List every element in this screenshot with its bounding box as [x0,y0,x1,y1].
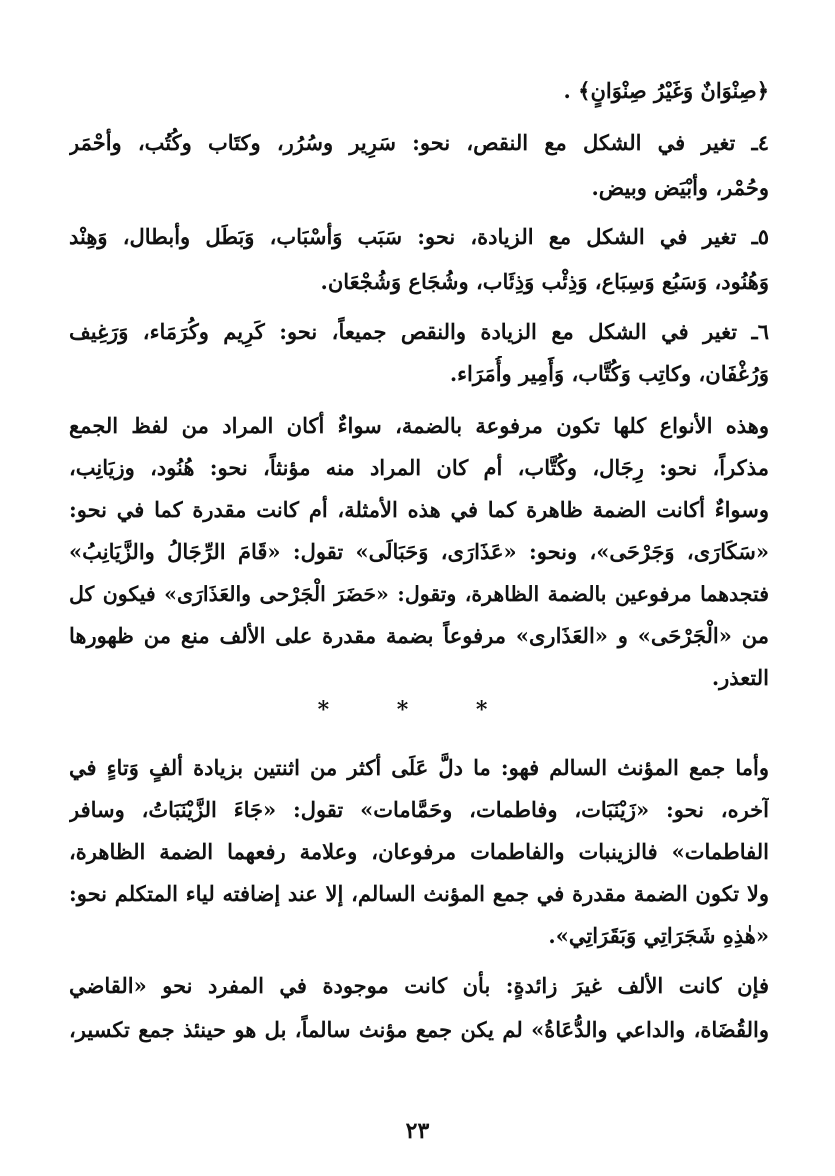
page-number: ٢٣ [405,1118,430,1144]
text-line: آخره، نحو: «زَيْنَبَات، وفاطمات، وحَمَّامات» تقول: «جَاءَ الزَّيْنَبَاتُ، وسافر [69,797,769,822]
text-line: وهذه الأنواع كلها تكون مرفوعة بالضمة، سواءٌ أكان المراد من لفظ الجمع [69,413,769,438]
section-separator: * * * [317,697,518,723]
text-line: ٥ـ تغير في الشكل مع الزيادة، نحو: سَبَب وَأسْبَاب، وَبَطَل وأبطال، وَهِنْد [69,224,769,249]
text-line: الفاطمات» فالزينبات والفاطمات مرفوعان، وعلامة رفعهما الضمة الظاهرة، [69,839,769,864]
text-line: ٤ـ تغير في الشكل مع النقص، نحو: سَرِير وسُرُر، وكتَاب وكُتُب، وأحْمَر [69,130,769,155]
text-line: وأما جمع المؤنث السالم فهو: ما دلَّ عَلَى أكثر من اثنتين بزيادة ألفٍ وَتاءٍ في [69,755,769,780]
text-line: وَرُغْفَان، وكاتِب وَكُتَّاب، وَأَمِير وأُمَرَاء. [449,361,769,386]
text-line: والقُضَاة، والداعي والدُّعَاةُ» لم يكن جمع مؤنث سالماً، بل هو حينئذ جمع تكسير، [69,1017,769,1042]
text-line: وَهُنُود، وَسَبُع وَسِبَاع، وَذِئْب وَذِئَاب، وشُجَاع وَشُجْعَان. [320,269,769,294]
text-line: ولا تكون الضمة مقدرة في جمع المؤنث السالم، إلا عند إضافته لياء المتكلم نحو: [69,881,769,906]
quran-verse-line: ﴿صِنْوَانٌ وَغَيْرُ صِنْوَانٍ﴾ . [563,78,769,103]
text-line: ٦ـ تغير في الشكل مع الزيادة والنقص جميعاً، نحو: كَرِيم وكُرَمَاء، وَرَغِيف [69,319,769,344]
text-line: «هٰذِهِ شَجَرَاتِي وَبَقَرَاتِي». [548,923,769,948]
text-line: وسواءٌ أكانت الضمة ظاهرة كما في هذه الأمثلة، أم كانت مقدرة كما في نحو: [69,497,769,522]
text-line: وحُمْر، وأبْيَض وبيض. [591,175,769,200]
text-line: «سَكَارَى، وَجَرْحَى»، ونحو: «عَذَارَى، وَحَبَالَى» تقول: «قَامَ الرِّجَالُ والزَّيَانِبُ» [69,539,769,564]
text-line: من «الْجَرْحَى» و «العَذَارى» مرفوعاً بضمة مقدرة على الألف منع من ظهورها [69,623,769,648]
text-line: مذكراً، نحو: رِجَال، وكُتَّاب، أم كان المراد منه مؤنثاً، نحو: هُنُود، وزيَانِب، [69,455,769,480]
text-line: فتجدهما مرفوعين بالضمة الظاهرة، وتقول: «حَضَرَ الْجَرْحى والعَذَارَى» فيكون كل [69,582,769,606]
text-line: التعذر. [711,665,769,690]
text-line: فإن كانت الألف غيرَ زائدةٍ: بأن كانت موجودة في المفرد نحو «القاضي [69,973,769,998]
